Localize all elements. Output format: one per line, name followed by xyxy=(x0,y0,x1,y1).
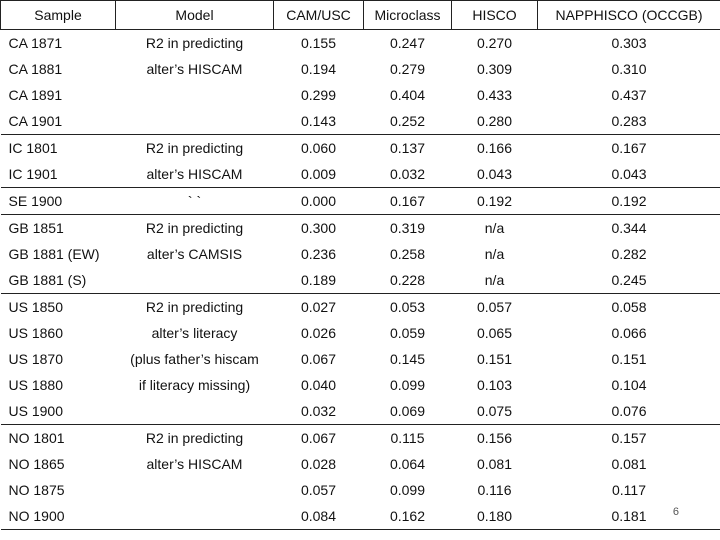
model-cell: alter’s HISCAM xyxy=(146,456,243,472)
napphisco-cell: 0.437 xyxy=(611,87,647,103)
napphisco-cell: 0.344 xyxy=(611,220,647,236)
sample-cell: GB 1851 xyxy=(8,220,64,236)
table-row xyxy=(1,398,720,425)
sample-cell: US 1870 xyxy=(8,351,63,367)
table-row xyxy=(1,241,720,267)
hisco-cell: 0.116 xyxy=(477,482,512,498)
header-napphisco: NAPPHISCO (OCCGB) xyxy=(538,1,720,30)
microclass-cell: 0.247 xyxy=(389,35,426,51)
napphisco-cell: 0.066 xyxy=(611,325,647,341)
napphisco-cell: 0.117 xyxy=(612,482,646,498)
cam-usc-cell: 0.300 xyxy=(300,220,337,236)
hisco-cell: 0.043 xyxy=(452,161,538,188)
napphisco-cell: 0.076 xyxy=(538,398,720,425)
microclass-cell: 0.252 xyxy=(364,108,452,135)
model-cell xyxy=(116,82,274,108)
sample-cell: US 1860 xyxy=(8,325,63,341)
model-cell: alter’s HISCAM xyxy=(116,161,274,188)
napphisco-cell: 0.303 xyxy=(611,35,647,51)
table-row xyxy=(1,477,720,503)
hisco-cell: 0.180 xyxy=(452,503,538,530)
header-model: Model xyxy=(116,1,274,30)
sample-cell: CA 1901 xyxy=(1,108,116,135)
hisco-cell: n/a xyxy=(484,246,505,262)
sample-cell: CA 1881 xyxy=(8,61,63,77)
table-row xyxy=(1,30,720,57)
cam-usc-cell: 0.028 xyxy=(300,456,337,472)
napphisco-cell: 0.058 xyxy=(611,299,647,315)
microclass-cell: 0.064 xyxy=(389,456,426,472)
sample-cell: NO 1900 xyxy=(1,503,116,530)
napphisco-cell: 0.310 xyxy=(611,61,647,77)
model-cell: R2 in predicting xyxy=(145,430,244,446)
hisco-cell: 0.166 xyxy=(476,140,513,156)
model-cell xyxy=(116,477,274,503)
cam-usc-cell: 0.299 xyxy=(300,87,337,103)
table-row xyxy=(1,294,720,321)
table-body xyxy=(1,30,720,530)
model-cell xyxy=(116,398,274,425)
table-row xyxy=(1,372,720,398)
header-cam-usc: CAM/USC xyxy=(274,1,364,30)
sample-cell: CA 1891 xyxy=(8,87,63,103)
table-row xyxy=(1,135,720,162)
sample-cell: GB 1881 (S) xyxy=(1,267,116,294)
sample-cell: NO 1865 xyxy=(8,456,65,472)
table-row xyxy=(1,267,720,294)
table-row xyxy=(1,451,720,477)
hisco-cell: 0.280 xyxy=(452,108,538,135)
napphisco-cell: 0.104 xyxy=(611,377,647,393)
sample-cell: US 1850 xyxy=(8,299,63,315)
model-cell xyxy=(116,267,274,294)
sample-cell: CA 1871 xyxy=(8,35,63,51)
cam-usc-cell: 0.040 xyxy=(300,377,337,393)
napphisco-cell: 0.245 xyxy=(538,267,720,294)
napphisco-cell: 0.043 xyxy=(538,161,720,188)
table-row xyxy=(1,425,720,452)
sample-cell: IC 1801 xyxy=(8,140,58,156)
cam-usc-cell: 0.155 xyxy=(300,35,337,51)
model-cell: R2 in predicting xyxy=(145,35,244,51)
header-hisco: HISCO xyxy=(452,1,538,30)
hisco-cell: 0.156 xyxy=(476,430,513,446)
napphisco-cell: 0.283 xyxy=(538,108,720,135)
model-cell xyxy=(116,108,274,135)
napphisco-cell: 0.157 xyxy=(611,430,647,446)
microclass-cell: 0.167 xyxy=(364,188,452,215)
model-cell: if literacy missing) xyxy=(138,377,251,393)
hisco-cell: 0.075 xyxy=(452,398,538,425)
microclass-cell: 0.279 xyxy=(389,61,426,77)
hisco-cell: 0.065 xyxy=(476,325,513,341)
cam-usc-cell: 0.236 xyxy=(300,246,337,262)
microclass-cell: 0.145 xyxy=(389,351,426,367)
model-cell: R2 in predicting xyxy=(145,220,244,236)
microclass-cell: 0.115 xyxy=(390,430,425,446)
napphisco-cell: 0.167 xyxy=(611,140,647,156)
microclass-cell: 0.137 xyxy=(389,140,426,156)
microclass-cell: 0.069 xyxy=(364,398,452,425)
table-row xyxy=(1,320,720,346)
microclass-cell: 0.032 xyxy=(364,161,452,188)
sample-cell: SE 1900 xyxy=(1,188,116,215)
cam-usc-cell: 0.067 xyxy=(300,430,337,446)
hisco-cell: 0.192 xyxy=(452,188,538,215)
hisco-cell: 0.270 xyxy=(476,35,513,51)
header-sample: Sample xyxy=(1,1,116,30)
table-row xyxy=(1,82,720,108)
model-cell: R2 in predicting xyxy=(145,299,244,315)
hisco-cell: 0.433 xyxy=(476,87,513,103)
cam-usc-cell: 0.057 xyxy=(300,482,337,498)
microclass-cell: 0.053 xyxy=(389,299,426,315)
table-row xyxy=(1,215,720,242)
hisco-cell: n/a xyxy=(484,220,505,236)
cam-usc-cell: 0.189 xyxy=(274,267,364,294)
cam-usc-cell: 0.027 xyxy=(300,299,337,315)
hisco-cell: n/a xyxy=(452,267,538,294)
microclass-cell: 0.319 xyxy=(389,220,426,236)
napphisco-cell: 0.192 xyxy=(538,188,720,215)
table-row xyxy=(1,503,720,530)
napphisco-cell: 0.081 xyxy=(611,456,647,472)
model-cell: alter’s CAMSIS xyxy=(146,246,243,262)
cam-usc-cell: 0.009 xyxy=(274,161,364,188)
cam-usc-cell: 0.194 xyxy=(300,61,337,77)
table-row xyxy=(1,108,720,135)
microclass-cell: 0.099 xyxy=(389,377,426,393)
model-cell: (plus father’s hiscam xyxy=(130,351,259,367)
napphisco-cell: 0.282 xyxy=(611,246,647,262)
hisco-cell: 0.151 xyxy=(476,351,513,367)
header-microclass: Microclass xyxy=(364,1,452,30)
napphisco-cell: 0.151 xyxy=(611,351,647,367)
cam-usc-cell: 0.000 xyxy=(274,188,364,215)
cam-usc-cell: 0.032 xyxy=(274,398,364,425)
cam-usc-cell: 0.143 xyxy=(274,108,364,135)
sample-cell: NO 1875 xyxy=(8,482,65,498)
table-row xyxy=(1,161,720,188)
model-cell: ` ` xyxy=(116,188,274,215)
sample-cell: NO 1801 xyxy=(8,430,65,446)
hisco-cell: 0.057 xyxy=(476,299,513,315)
cam-usc-cell: 0.084 xyxy=(274,503,364,530)
microclass-cell: 0.162 xyxy=(364,503,452,530)
microclass-cell: 0.099 xyxy=(389,482,426,498)
header-row xyxy=(1,1,720,30)
model-cell: alter’s literacy xyxy=(151,325,238,341)
sample-cell: US 1880 xyxy=(8,377,63,393)
model-cell: alter’s HISCAM xyxy=(146,61,243,77)
microclass-cell: 0.404 xyxy=(389,87,426,103)
model-cell xyxy=(116,503,274,530)
cam-usc-cell: 0.026 xyxy=(300,325,337,341)
table-row xyxy=(1,346,720,372)
napphisco-cell: 0.181 xyxy=(538,503,720,530)
table-row xyxy=(1,56,720,82)
cam-usc-cell: 0.067 xyxy=(300,351,337,367)
table-row xyxy=(1,188,720,215)
microclass-cell: 0.228 xyxy=(364,267,452,294)
hisco-cell: 0.103 xyxy=(476,377,513,393)
sample-cell: IC 1901 xyxy=(1,161,116,188)
microclass-cell: 0.258 xyxy=(389,246,426,262)
cam-usc-cell: 0.060 xyxy=(300,140,337,156)
microclass-cell: 0.059 xyxy=(389,325,426,341)
sample-cell: US 1900 xyxy=(1,398,116,425)
page-number: 6 xyxy=(672,506,679,518)
hisco-cell: 0.309 xyxy=(476,61,513,77)
hisco-cell: 0.081 xyxy=(476,456,513,472)
sample-cell: GB 1881 (EW) xyxy=(8,246,100,262)
model-cell: R2 in predicting xyxy=(145,140,244,156)
